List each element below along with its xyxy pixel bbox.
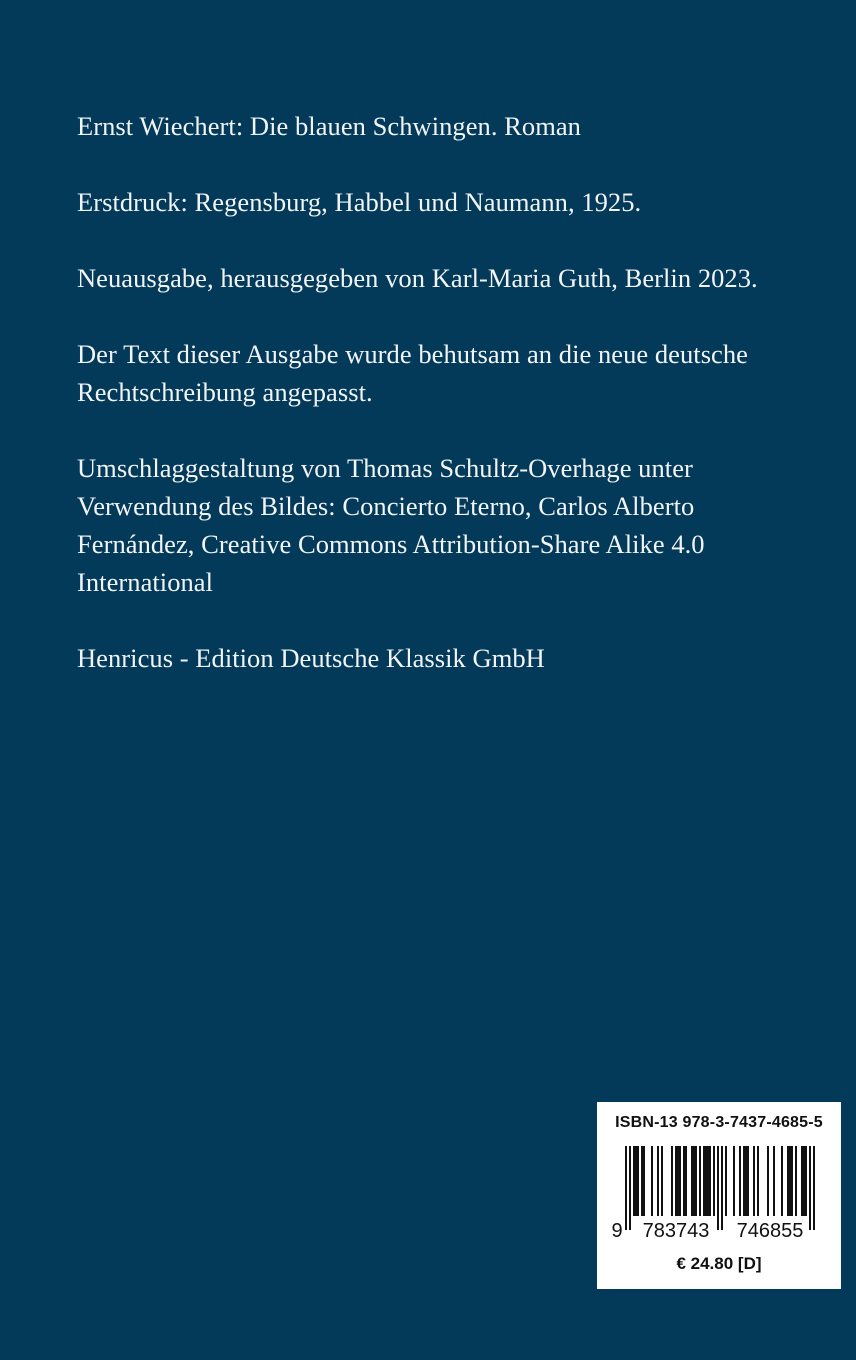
barcode-bar-22 xyxy=(707,1146,709,1216)
barcode-bar-23 xyxy=(709,1146,711,1216)
barcode-bar-27 xyxy=(725,1146,727,1216)
barcode-bar-24 xyxy=(713,1146,715,1216)
barcode-bar-18 xyxy=(695,1146,697,1216)
barcode-bar-19 xyxy=(699,1146,701,1216)
barcode-bar-34 xyxy=(757,1146,759,1216)
barcode-bar-5 xyxy=(641,1146,643,1216)
barcode-bar-33 xyxy=(753,1146,755,1216)
barcode-bar-44 xyxy=(805,1146,807,1216)
isbn-number: ISBN-13 978-3-7437-4685-5 xyxy=(615,1114,823,1131)
barcode-bar-45 xyxy=(809,1146,811,1230)
new-edition-line: Neuausgabe, herausgegeben von Karl-Maria Guth, Berlin 2023. xyxy=(77,263,758,293)
barcode-bar-20 xyxy=(703,1146,705,1216)
barcode-bar-4 xyxy=(637,1146,639,1216)
barcode-bar-17 xyxy=(693,1146,695,1216)
first-print-line: Erstdruck: Regensburg, Habbel und Naumann, 1925. xyxy=(77,187,642,217)
barcode-bar-9 xyxy=(661,1146,663,1216)
barcode-bar-8 xyxy=(657,1146,659,1216)
barcode-bar-42 xyxy=(801,1146,803,1216)
barcode-bar-3 xyxy=(635,1146,637,1216)
barcode-bar-36 xyxy=(773,1146,775,1216)
cover-design-credit: Umschlaggestaltung von Thomas Schultz-Overhage unter Verwendung des Bildes: Concierto Eterno, Carlos Alberto Fernández, Creative Commons Attribution-Share Alike 4.0 International xyxy=(77,453,705,597)
barcode-bar-25 xyxy=(717,1146,719,1230)
barcode-bar-21 xyxy=(705,1146,707,1216)
barcode-bar-32 xyxy=(747,1146,749,1216)
barcode-bar-10 xyxy=(671,1146,673,1216)
barcode-bar-41 xyxy=(795,1146,797,1216)
barcode-bar-16 xyxy=(691,1146,693,1216)
barcode-bar-13 xyxy=(679,1146,681,1216)
barcode-bar-15 xyxy=(685,1146,687,1216)
barcode-bar-35 xyxy=(767,1146,769,1216)
barcode-bar-14 xyxy=(683,1146,685,1216)
barcode-bar-30 xyxy=(743,1146,745,1216)
orthography-note: Der Text dieser Ausgabe wurde behutsam an die neue deutsche Rechtschreibung angepasst. xyxy=(77,339,748,407)
barcode-bar-7 xyxy=(651,1146,653,1216)
barcode-bar-43 xyxy=(803,1146,805,1216)
barcode-bar-28 xyxy=(733,1146,735,1216)
barcode-bar-31 xyxy=(745,1146,747,1216)
barcode-bar-29 xyxy=(739,1146,741,1216)
barcode-bar-39 xyxy=(789,1146,791,1216)
barcode-bar-46 xyxy=(813,1146,815,1230)
barcode-bar-2 xyxy=(633,1146,635,1216)
barcode-icon xyxy=(611,1146,827,1246)
barcode-digit-first: 9 xyxy=(611,1220,623,1242)
publisher-line: Henricus - Edition Deutsche Klassik GmbH xyxy=(77,643,545,673)
barcode-bar-40 xyxy=(791,1146,793,1216)
barcode-bar-26 xyxy=(721,1146,723,1230)
barcode-bar-0 xyxy=(625,1146,627,1230)
price-label: € 24.80 [D] xyxy=(676,1254,762,1273)
barcode-bar-12 xyxy=(677,1146,679,1216)
barcode-bar-11 xyxy=(675,1146,677,1216)
imprint-text xyxy=(77,107,807,715)
barcode-bar-1 xyxy=(629,1146,631,1230)
barcode-bar-38 xyxy=(787,1146,789,1216)
barcode-bar-6 xyxy=(643,1146,645,1216)
barcode-digits-left: 783743 xyxy=(642,1220,710,1242)
isbn-barcode-label xyxy=(597,1102,841,1289)
barcode-bar-37 xyxy=(781,1146,783,1216)
title-line: Ernst Wiechert: Die blauen Schwingen. Roman xyxy=(77,111,581,141)
barcode-digits-right: 746855 xyxy=(736,1220,804,1242)
